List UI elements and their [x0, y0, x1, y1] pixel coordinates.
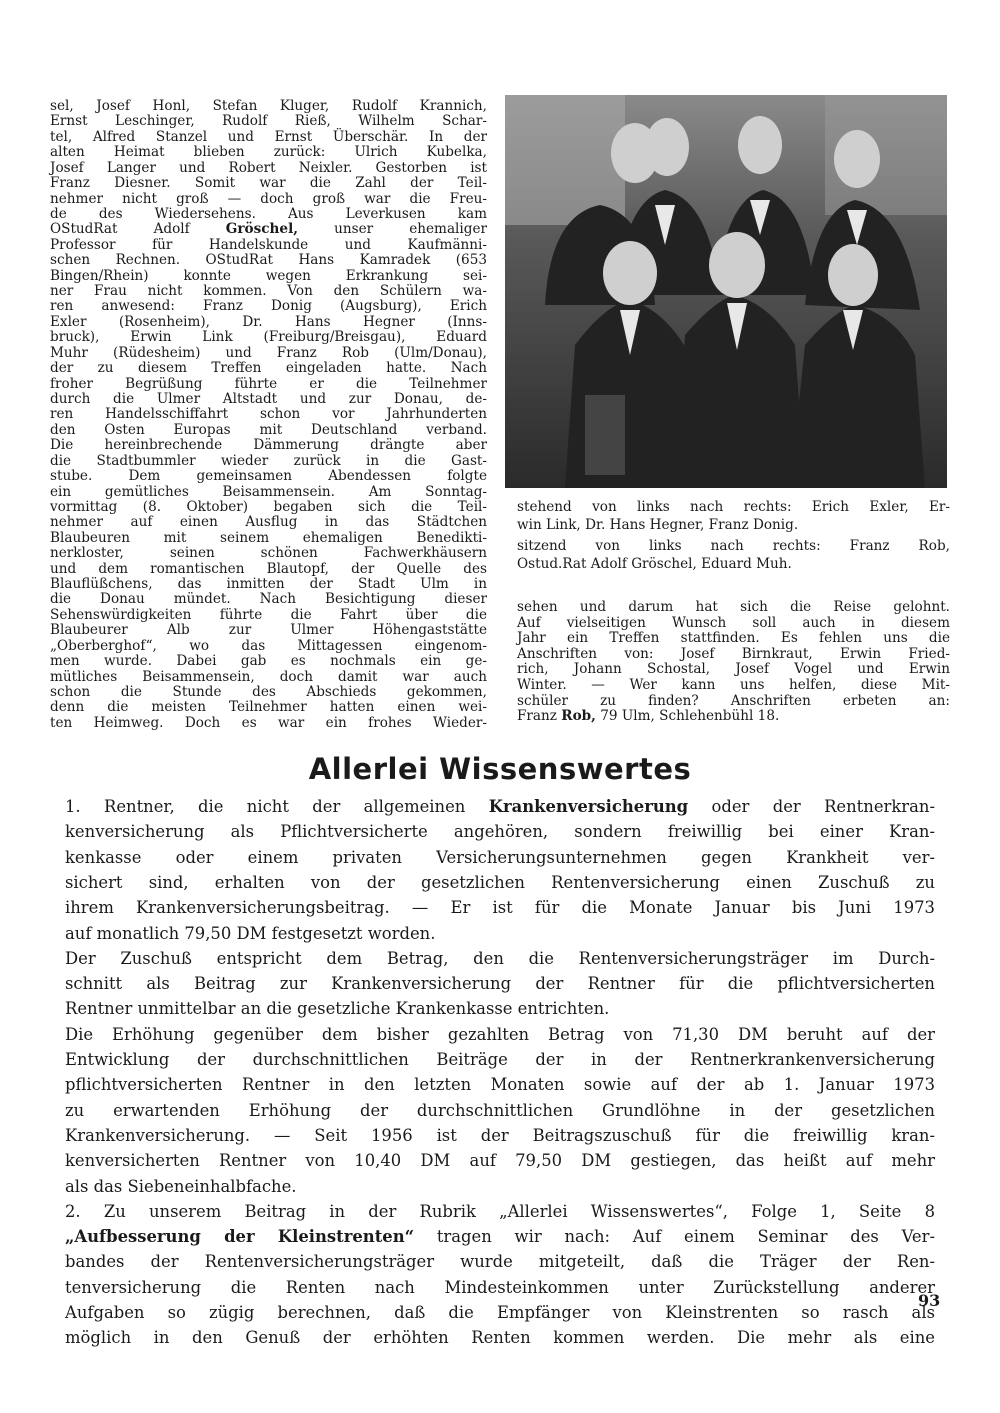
- text-line: kenversicherten Rentner von 10,40 DM auf 79,50 DM gestiegen, das heißt auf mehr: [65, 1151, 935, 1171]
- text-line: schnitt als Beitrag zur Krankenversicherung der Rentner für die pflichtversicherten: [65, 974, 935, 994]
- text-line: Franz Diesner. Somit war die Zahl der Teil-: [50, 175, 487, 192]
- text-line: Anschriften von: Josef Birnkraut, Erwin Fried-: [517, 645, 950, 662]
- text-line: sichert sind, erhalten von der gesetzlichen Rentenversicherung einen Zuschuß zu: [65, 872, 935, 892]
- text-line: schüler zu finden? Anschriften erbeten an:: [517, 692, 950, 709]
- text-line: mütliches Beisammensein, doch damit war auch: [50, 668, 487, 685]
- text-line: auf monatlich 79,50 DM festgesetzt worden.: [65, 923, 436, 943]
- text-line: [50, 222, 487, 237]
- text-line: möglich in den Genuß der erhöhten Renten kommen werden. Die mehr als eine: [65, 1328, 935, 1348]
- text-line: schen Rechnen. OStudRat Hans Kamradek (653: [50, 252, 487, 269]
- text-line: stube. Dem gemeinsamen Abendessen folgte: [50, 468, 487, 485]
- text-line: Jahr ein Treffen stattfinden. Es fehlen uns die: [517, 630, 950, 647]
- text-line: sel, Josef Honl, Stefan Kluger, Rudolf Krannich,: [50, 98, 487, 114]
- text-line: Josef Langer und Robert Neixler. Gestorben ist: [50, 159, 487, 176]
- text-line: Blaubeuren mit seinem ehemaligen Benedikti-: [50, 529, 487, 546]
- bold-text: „Aufbesserung der Kleinstrenten“: [65, 1227, 415, 1247]
- text-line: sitzend von links nach rechts: Franz Rob,: [517, 538, 950, 554]
- text-line: als das Siebeneinhalbfache.: [65, 1176, 297, 1196]
- text-line: nehmer nicht groß — doch groß war die Freu-: [50, 190, 487, 207]
- text-line: Die Erhöhung gegenüber dem bisher gezahlten Betrag von 71,30 DM beruht auf der: [65, 1024, 935, 1044]
- text-line: Winter. — Wer kann uns helfen, diese Mit-: [517, 677, 950, 693]
- text-line: ner Frau nicht kommen. Von den Schülern wa-: [50, 283, 487, 300]
- text-line: ren anwesend: Franz Donig (Augsburg), Erich: [50, 298, 487, 315]
- text-line: kenkasse oder einem privaten Versicherungsunternehmen gegen Krankheit ver-: [65, 847, 935, 867]
- text-line: nehmer auf einen Ausflug in das Städtchen: [50, 514, 487, 531]
- text-line: Exler (Rosenheim), Dr. Hans Hegner (Inns-: [50, 313, 487, 330]
- text-line: schon die Stunde des Abschieds gekommen,: [50, 683, 487, 700]
- text-line: win Link, Dr. Hans Hegner, Franz Donig.: [517, 516, 799, 533]
- text-line: vormittag (8. Oktober) begaben sich die Teil-: [50, 498, 487, 515]
- text-line: und dem romantischen Blautopf, der Quelle des: [50, 560, 487, 577]
- text-line: Professor für Handelskunde und Kaufmänni-: [50, 236, 487, 253]
- text-line: sehen und darum hat sich die Reise gelohnt.: [517, 599, 950, 615]
- text-segment: 1. Rentner, die nicht der allgemeinen: [65, 797, 489, 816]
- text-line: pflichtversicherten Rentner in den letzten Monaten sowie auf der ab 1. Januar 1973: [65, 1075, 935, 1095]
- text-line: ten Heimweg. Doch es war ein frohes Wieder-: [50, 714, 487, 731]
- text-line: Entwicklung der durchschnittlichen Beiträge der in der Rentnerkrankenversicherung: [65, 1050, 935, 1069]
- text-line: Auf vielseitigen Wunsch soll auch in diesem: [517, 614, 950, 631]
- group-photo: [505, 95, 947, 488]
- text-line: nerkloster, seinen schönen Fachwerkhäusern: [50, 545, 487, 562]
- text-line: zu erwartenden Erhöhung der durchschnittlichen Grundlöhne in der gesetzlichen: [65, 1100, 935, 1120]
- text-line: Blauflüßchens, das inmitten der Stadt Ulm in: [50, 576, 487, 593]
- text-line: die Donau mündet. Nach Besichtigung dieser: [50, 591, 487, 608]
- text-line: der zu diesem Treffen eingeladen hatte. Nach: [50, 360, 487, 377]
- bold-text: Gröschel,: [225, 221, 298, 238]
- text-line: ren Handelsschiffahrt schon vor Jahrhunderten: [50, 406, 487, 423]
- text-line: tenversicherung die Renten nach Mindesteinkommen unter Zurückstellung anderer: [65, 1277, 935, 1297]
- text-line: Krankenversicherung. — Seit 1956 ist der Beitragszuschuß für die freiwillig kran-: [65, 1125, 935, 1145]
- text-line: tel, Alfred Stanzel und Ernst Überschär. In der: [50, 128, 487, 145]
- text-line: Rentner unmittelbar an die gesetzliche Krankenkasse entrichten.: [65, 999, 610, 1019]
- text-line: durch die Ulmer Altstadt und zur Donau, de-: [50, 390, 487, 407]
- text-segment: Franz: [517, 708, 562, 725]
- text-line: den Osten Europas mit Deutschland verband.: [50, 421, 487, 438]
- text-line: kenversicherung als Pflichtversicherte angehören, sondern freiwillig bei einer Kran-: [65, 822, 935, 842]
- text-segment: 79 Ulm, Schlehenbühl 18.: [595, 708, 780, 725]
- page-number: 93: [918, 1291, 941, 1310]
- text-line: [517, 709, 950, 724]
- text-line: alten Heimat blieben zurück: Ulrich Kubelka,: [50, 144, 487, 161]
- text-line: „Oberberghof“, wo das Mittagessen eingenom-: [50, 637, 487, 654]
- text-segment: OStudRat Adolf: [50, 221, 226, 238]
- text-line: Sehenswürdigkeiten führte die Fahrt über die: [50, 606, 487, 623]
- text-line: Blaubeurer Alb zur Ulmer Höhengaststätte: [50, 622, 487, 639]
- text-line: [65, 1227, 935, 1247]
- text-line: men wurde. Dabei gab es nochmals ein ge-: [50, 653, 487, 670]
- text-line: Der Zuschuß entspricht dem Betrag, den die Rentenversicherungsträger im Durch-: [65, 948, 935, 968]
- text-line: Die hereinbrechende Dämmerung drängte aber: [50, 437, 487, 454]
- text-line: bruck), Erwin Link (Freiburg/Breisgau), Eduard: [50, 329, 487, 346]
- text-line: froher Begrüßung führte er die Teilnehmer: [50, 375, 487, 392]
- text-segment: tragen wir nach: Auf einem Seminar des Ver-: [414, 1227, 936, 1247]
- text-line: denn die meisten Teilnehmer hatten einen wei-: [50, 699, 487, 716]
- text-line: Ernst Leschinger, Rudolf Rieß, Wilhelm Schar-: [50, 113, 487, 130]
- text-line: bandes der Rentenversicherungsträger wurde mitgeteilt, daß die Träger der Ren-: [65, 1252, 935, 1272]
- text-line: ein gemütliches Beisammensein. Am Sonntag-: [50, 483, 487, 500]
- text-line: Aufgaben so zügig berechnen, daß die Empfänger von Kleinstrenten so rasch als: [65, 1303, 935, 1322]
- text-line: ihrem Krankenversicherungsbeitrag. — Er ist für die Monate Januar bis Juni 1973: [65, 898, 935, 918]
- text-segment: oder der Rentnerkran-: [688, 797, 935, 816]
- text-line: Bingen/Rhein) konnte wegen Erkrankung sei-: [50, 267, 487, 284]
- text-line: stehend von links nach rechts: Erich Exler, Er-: [517, 499, 950, 515]
- text-line: Ostud.Rat Adolf Gröschel, Eduard Muh.: [517, 555, 792, 572]
- text-line: die Stadtbummler wieder zurück in die Gast-: [50, 452, 487, 469]
- text-line: 2. Zu unserem Beitrag in der Rubrik „Allerlei Wissenswertes“, Folge 1, Seite 8: [65, 1201, 935, 1221]
- text-line: [65, 797, 935, 817]
- bold-text: Krankenversicherung: [488, 797, 689, 816]
- text-segment: unser ehemaliger: [297, 221, 487, 238]
- section-heading: Allerlei Wissenswertes: [308, 752, 692, 786]
- text-line: rich, Johann Schostal, Josef Vogel und Erwin: [517, 661, 950, 678]
- text-line: de des Wiedersehens. Aus Leverkusen kam: [50, 205, 487, 222]
- bold-text: Rob,: [561, 708, 596, 725]
- text-line: Muhr (Rüdesheim) und Franz Rob (Ulm/Donau),: [50, 344, 487, 361]
